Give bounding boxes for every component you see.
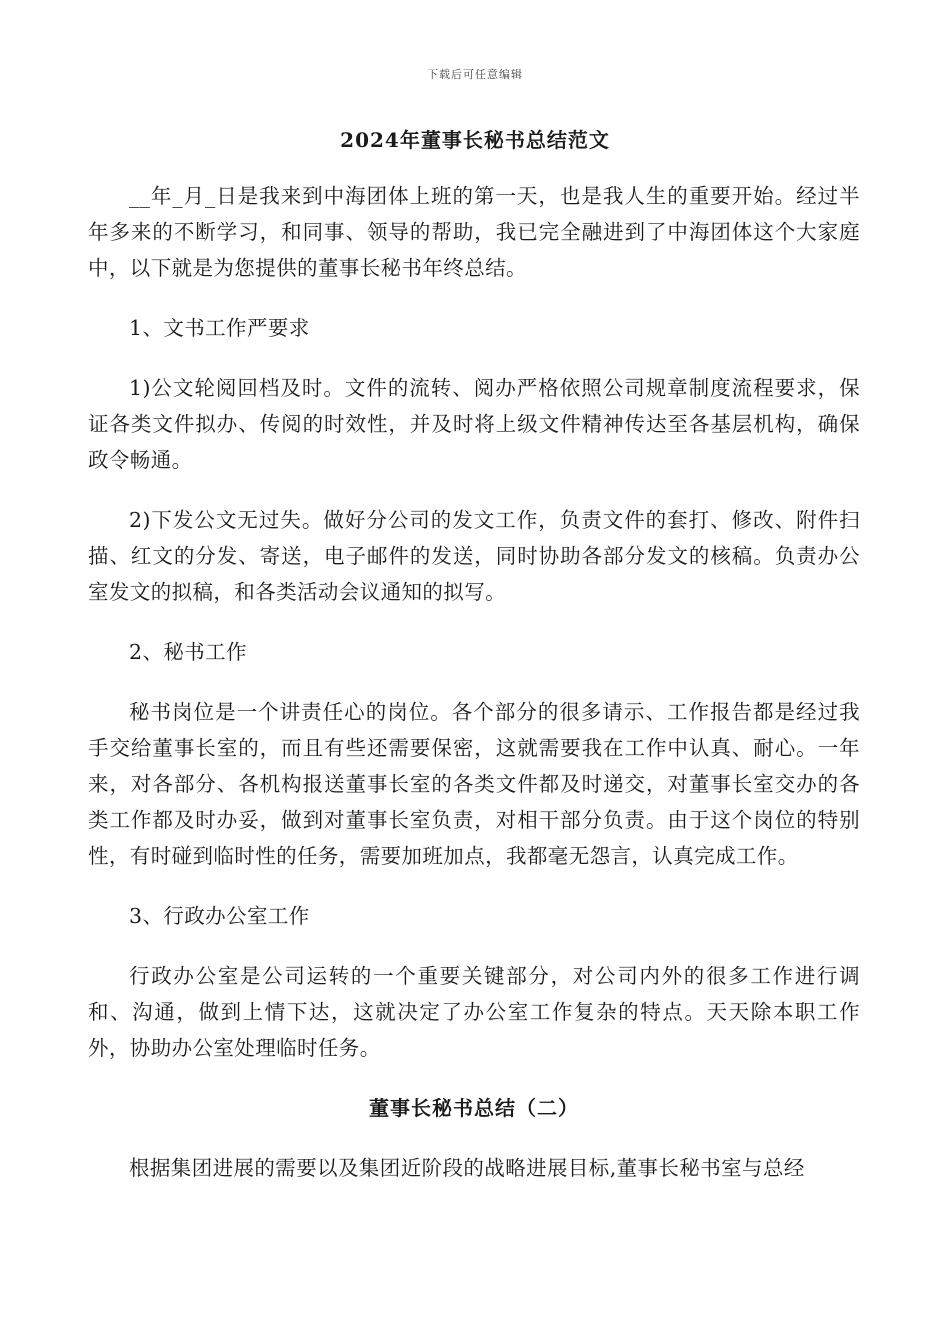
document-title: 2024年董事长秘书总结范文 — [340, 128, 610, 152]
section1-item2: 2)下发公文无过失。做好分公司的发文工作，负责文件的套打、修改、附件扫描、红文的分发、寄送，电子邮件的发送，同时协助各部分发文的核稿。负责办公室发文的拟稿，和各类活动会议通知的拟写。 — [88, 508, 860, 604]
intro-paragraph: __年_月_日是我来到中海团体上班的第一天，也是我人生的重要开始。经过半年多来的不断学习，和同事、领导的帮助，我已完全融进到了中海团体这个大家庭中，以下就是为您提供的董事长秘书年终总结。 — [88, 184, 860, 280]
section-heading-3: 3、行政办公室工作 — [129, 904, 310, 928]
document-body — [88, 178, 860, 1210]
closing-paragraph: 根据集团进展的需要以及集团近阶段的战略进展目标,董事长秘书室与总经 — [129, 1156, 805, 1180]
header-note: 下载后可任意编辑 — [427, 68, 523, 81]
section-subtitle: 董事长秘书总结（二） — [369, 1096, 579, 1120]
section1-item1: 1)公文轮阅回档及时。文件的流转、阅办严格依照公司规章制度流程要求，保证各类文件拟办、传阅的时效性，并及时将上级文件精神传达至各基层机构，确保政令畅通。 — [88, 376, 860, 472]
section2-body: 秘书岗位是一个讲责任心的岗位。各个部分的很多请示、工作报告都是经过我手交给董事长室的，而且有些还需要保密，这就需要我在工作中认真、耐心。一年来，对各部分、各机构报送董事长室的各类文件都及时递交，对董事长室交办的各类工作都及时办妥，做到对董事长室负责，对相干部分负责。由于这个岗位的特别性，有时碰到临时性的任务，需要加班加点，我都毫无怨言，认真完成工作。 — [88, 700, 860, 868]
section3-body: 行政办公室是公司运转的一个重要关键部分，对公司内外的很多工作进行调和、沟通，做到上情下达，这就决定了办公室工作复杂的特点。天天除本职工作外，协助办公室处理临时任务。 — [88, 964, 860, 1060]
section-heading-1: 1、文书工作严要求 — [129, 316, 310, 340]
section-heading-2: 2、秘书工作 — [129, 640, 247, 664]
